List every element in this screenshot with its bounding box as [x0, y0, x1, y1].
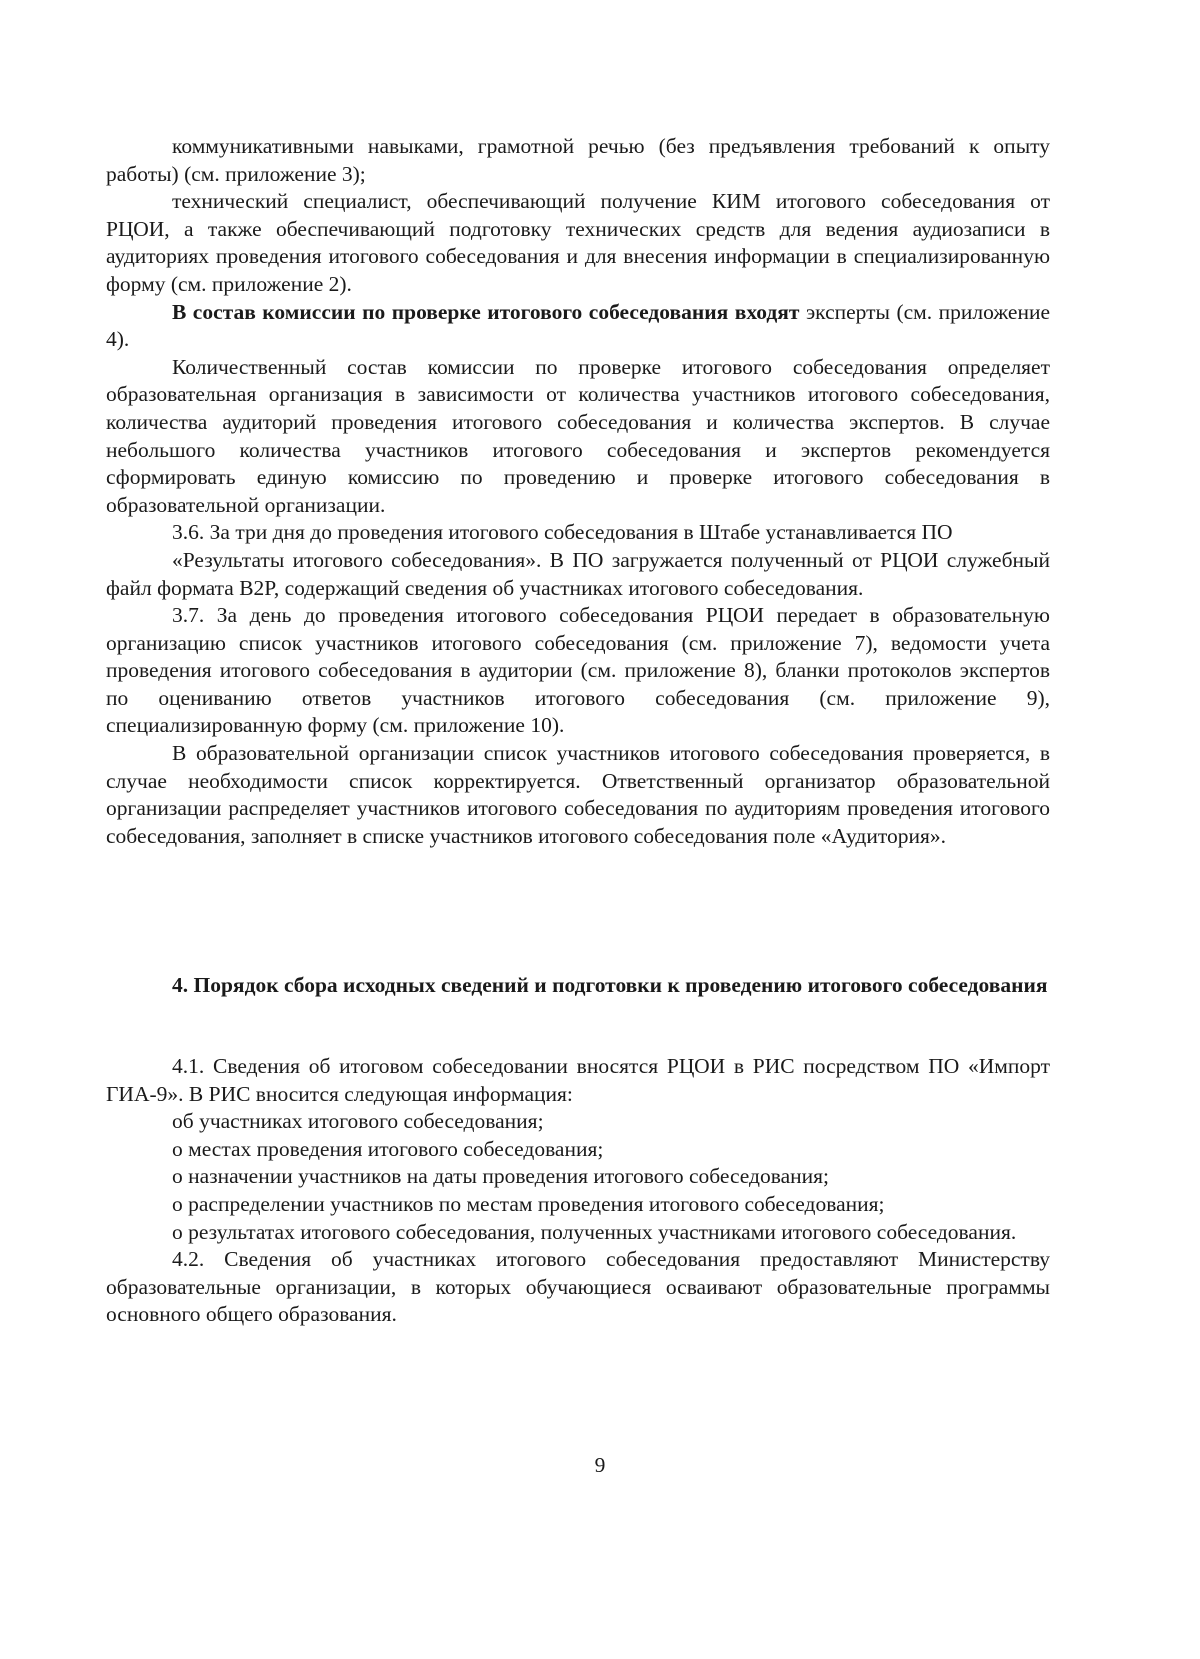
paragraph	[106, 299, 1050, 354]
list-item: о местах проведения итогового собеседования;	[172, 1136, 604, 1161]
list-item: о результатах итогового собеседования, полученных участниками итогового собеседования.	[172, 1219, 1017, 1244]
paragraph: В образовательной организации список участников итогового собеседования проверяется, в случае необходимости список корректируется. Ответственный организатор образовательной организации распределяет участников итогового собеседования по аудиториям проведения итогового собеседования, заполняет в списке участников итогового собеседования поле «Аудитория».	[106, 741, 1050, 848]
paragraph: технический специалист, обеспечивающий получение КИМ итогового собеседования от РЦОИ, а также обеспечивающий подготовку технических средств для ведения аудиозаписи в аудиториях проведения итогового собеседования и для внесения информации в специализированную форму (см. приложение 2).	[106, 189, 1050, 296]
page-number: 9	[594, 1453, 606, 1477]
paragraph: 3.6. За три дня до проведения итогового собеседования в Штабе устанавливается ПО	[172, 520, 953, 545]
list-item: о распределении участников по местам проведения итогового собеседования;	[172, 1191, 885, 1216]
body-text-bottom	[106, 1053, 1050, 1329]
list-item: об участниках итогового собеседования;	[172, 1109, 544, 1134]
list-item: о назначении участников на даты проведения итогового собеседования;	[172, 1164, 830, 1189]
section-heading: 4. Порядок сбора исходных сведений и подготовки к проведению итогового собеседования	[172, 973, 1048, 997]
paragraph: коммуникативными навыками, грамотной речью (без предъявления требований к опыту работы) (см. приложение 3);	[106, 134, 1050, 186]
paragraph: «Результаты итогового собеседования». В ПО загружается полученный от РЦОИ служебный файл формата B2P, содержащий сведения об участниках итогового собеседования.	[106, 547, 1050, 600]
paragraph: Количественный состав комиссии по проверке итогового собеседования определяет образовательная организация в зависимости от количества участников итогового собеседования, количества аудиторий проведения итогового собеседования и количества экспертов. В случае небольшого количества участников итогового собеседования и экспертов рекомендуется сформировать единую комиссию по проведению и проверке итогового собеседования в образовательной организации.	[106, 354, 1050, 517]
paragraph: 4.2. Сведения об участниках итогового собеседования предоставляют Министерству образовательные организации, в которых обучающиеся осваивают образовательные программы основного общего образования.	[106, 1247, 1050, 1327]
bold-phrase: В состав комиссии по проверке итогового собеседования входят	[172, 299, 800, 324]
paragraph: 3.7. За день до проведения итогового собеседования РЦОИ передает в образовательную организацию список участников итогового собеседования (см. приложение 7), ведомости учета проведения итогового собеседования в аудитории (см. приложение 8), бланки протоколов экспертов по оцениванию ответов участников итогового собеседования (см. приложение 9), специализированную форму (см. приложение 10).	[106, 603, 1050, 738]
paragraph-tail: эксперты (см. приложение 4).	[106, 299, 1050, 352]
paragraph: 4.1. Сведения об итоговом собеседовании вносятся РЦОИ в РИС посредством ПО «Импорт ГИА-9». В РИС вносится следующая информация:	[106, 1054, 1050, 1106]
body-text-top	[106, 133, 1050, 850]
